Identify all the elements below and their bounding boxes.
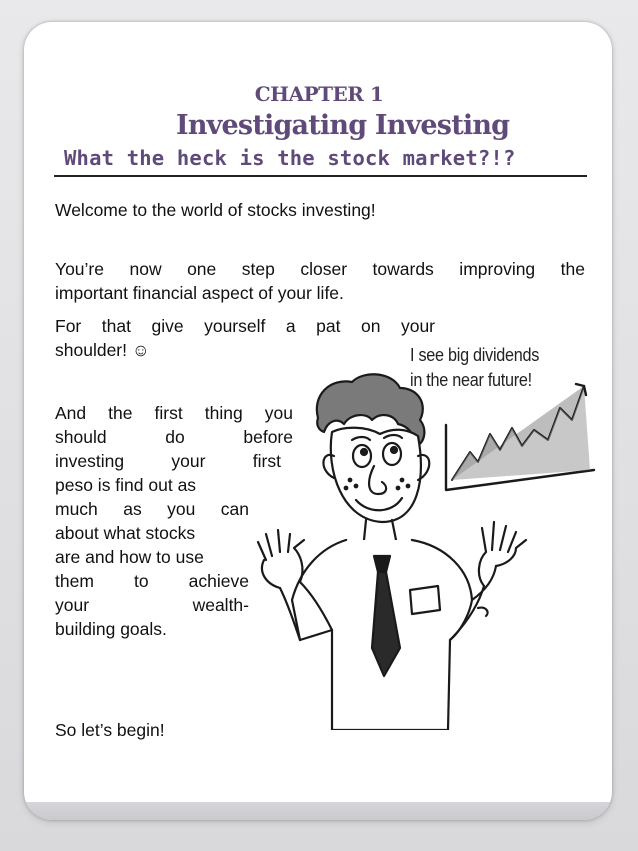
- caption-line: in the near future!: [410, 370, 532, 390]
- rising-chart-icon: [446, 384, 594, 490]
- paragraph-welcome: Welcome to the world of stocks investing!: [55, 200, 376, 220]
- paragraph-line: important financial aspect of your life.: [55, 283, 344, 303]
- paragraph-line: For that give yourself a pat on your: [55, 316, 435, 336]
- paragraph-line: investing your first: [55, 451, 281, 471]
- paragraph-line: You’re now one step closer towards improving the: [55, 259, 585, 279]
- paragraph-line: building goals.: [55, 619, 167, 639]
- paragraph-line: your wealth-: [55, 595, 249, 615]
- chapter-title: Investigating Investing: [176, 110, 510, 141]
- paragraph-line: them to achieve: [55, 571, 249, 591]
- paragraph-line: much as you can: [55, 499, 249, 519]
- chapter-label: CHAPTER 1: [254, 82, 384, 106]
- paragraph-line: should do before: [55, 427, 293, 447]
- paragraph-closer: [55, 257, 585, 305]
- paragraph-pat: [55, 314, 435, 362]
- cartoon-investor-icon: [255, 360, 600, 730]
- paragraph-line: about what stocks: [55, 523, 196, 543]
- paragraph-line: shoulder! ☺: [55, 340, 150, 360]
- paragraph-line: peso is find out as: [55, 475, 197, 495]
- bottom-strip: [24, 802, 612, 820]
- paragraph-line: And the first thing you: [55, 403, 293, 423]
- chapter-subtitle: What the heck is the stock market?!?: [64, 146, 516, 170]
- paragraph-line: are and how to use: [55, 547, 204, 567]
- paragraph-begin: So let’s begin!: [55, 720, 165, 740]
- title-divider: [54, 175, 587, 177]
- caption-line: I see big dividends: [410, 345, 540, 365]
